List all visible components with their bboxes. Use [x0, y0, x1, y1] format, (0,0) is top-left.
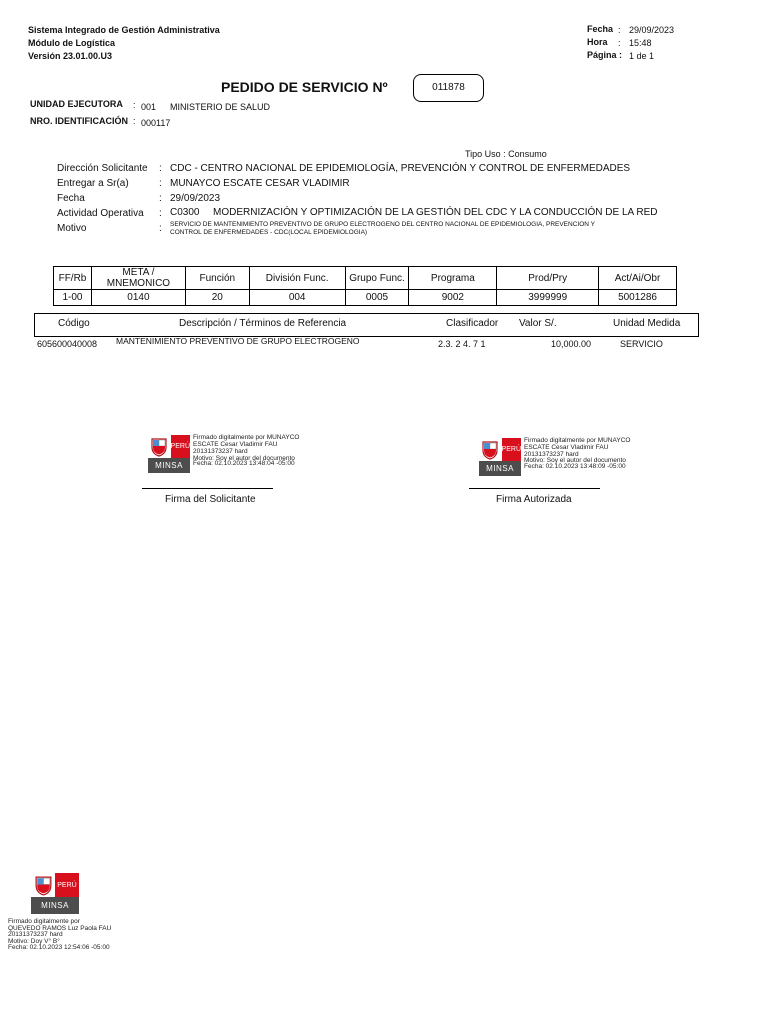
col-unidad-medida: Unidad Medida	[613, 318, 681, 329]
document-title: PEDIDO DE SERVICIO Nº	[221, 79, 388, 95]
item-descripcion: MANTENIMIENTO PREVENTIVO DE GRUPO ELECTROGENO	[116, 336, 360, 346]
signature-line-autorizada	[469, 488, 600, 489]
signature-autorizada-line-4: Motivo: Soy el autor del documento	[524, 457, 626, 464]
direccion-value: CDC - CENTRO NACIONAL DE EPIDEMIOLOGÍA, PREVENCIÓN Y CONTROL DE ENFERMEDADES	[170, 163, 631, 174]
budget-header-cell: META / MNEMONICO	[91, 267, 185, 290]
minsa-logo	[31, 873, 79, 914]
item-codigo: 605600040008	[37, 339, 98, 349]
signature-vobo-line-3: 20131373237 hard	[8, 931, 63, 938]
motivo-sep: :	[159, 223, 162, 234]
motivo-line-1: SERVICIO DE MANTENIMIENTO PREVENTIVO DE GRUPO ELECTROGENO DEL CENTRO NACIONAL DE EPIDEMIOLOGIA, PREVENCION Y	[170, 221, 595, 228]
budget-header-cell: Programa	[409, 267, 497, 290]
actividad-code: C0300	[170, 207, 200, 218]
signature-vobo-line-1: Firmado digitalmente por	[8, 918, 80, 925]
budget-header-row	[54, 267, 677, 290]
system-name: Sistema Integrado de Gestión Administrativa	[28, 25, 220, 35]
budget-header-cell: Grupo Func.	[345, 267, 409, 290]
signature-solicitante-line-2: ESCATE Cesar Vladimir FAU	[193, 441, 278, 448]
col-valor: Valor S/.	[519, 318, 557, 329]
budget-header-cell: FF/Rb	[54, 267, 92, 290]
fecha-sep: :	[618, 25, 621, 35]
budget-value-cell: 0005	[345, 290, 409, 306]
peru-badge: PERÚ	[55, 873, 79, 897]
fecha-detalle-label: Fecha	[57, 193, 85, 204]
unidad-sep: :	[133, 100, 136, 110]
budget-header-cell: Act/Ai/Obr	[599, 267, 677, 290]
tipo-uso: Tipo Uso : Consumo	[465, 149, 547, 159]
nro-sep: :	[133, 116, 136, 126]
col-codigo: Código	[58, 318, 90, 329]
actividad-sep: :	[159, 208, 162, 219]
module-name: Módulo de Logística	[28, 38, 115, 48]
entregar-sep: :	[159, 178, 162, 189]
budget-table	[53, 266, 677, 306]
peru-badge: PERÚ	[502, 438, 521, 461]
fecha-label: Fecha	[587, 24, 614, 34]
budget-value-row	[54, 290, 677, 306]
signature-autorizada-line-2: ESCATE Cesar Vladimir FAU	[524, 444, 609, 451]
coat-of-arms-icon	[479, 438, 502, 461]
col-descripcion: Descripción / Términos de Referencia	[179, 318, 347, 329]
hora-label: Hora	[587, 37, 608, 47]
motivo-label: Motivo	[57, 223, 87, 234]
signature-vobo-line-4: Motivo: Doy V° B°	[8, 938, 60, 945]
actividad-label: Actividad Operativa	[57, 208, 144, 219]
unidad-ejecutora-code: 001	[141, 102, 157, 112]
peru-badge: PERÚ	[171, 435, 190, 458]
signature-autorizada-line-3: 20131373237 hard	[524, 451, 579, 458]
hora-value: 15:48	[629, 38, 652, 48]
unidad-ejecutora-label: UNIDAD EJECUTORA	[30, 99, 123, 109]
pagina-value: 1 de 1	[629, 51, 655, 61]
coat-of-arms-icon	[31, 873, 55, 897]
minsa-logo	[479, 438, 521, 476]
minsa-label: MINSA	[148, 458, 190, 473]
direccion-sep: :	[159, 163, 162, 174]
fecha-detalle-sep: :	[159, 193, 162, 204]
hora-sep: :	[618, 38, 621, 48]
nro-identificacion-value: 000117	[141, 118, 171, 128]
fecha-detalle-value: 29/09/2023	[170, 193, 221, 204]
items-header	[34, 313, 699, 337]
signature-solicitante-line-1: Firmado digitalmente por MUNAYCO	[193, 434, 300, 441]
nro-identificacion-label: NRO. IDENTIFICACIÓN	[30, 116, 128, 126]
signature-autorizada-line-1: Firmado digitalmente por MUNAYCO	[524, 437, 631, 444]
unidad-ejecutora-name: MINISTERIO DE SALUD	[170, 102, 271, 112]
signature-solicitante-line-3: 20131373237 hard	[193, 448, 248, 455]
budget-header-cell: División Func.	[249, 267, 345, 290]
pagina-label: Página :	[587, 50, 623, 60]
motivo-line-2: CONTROL DE ENFERMEDADES - CDC(LOCAL EPIDEMIOLOGIA)	[170, 229, 368, 236]
item-unidad: SERVICIO	[620, 339, 663, 349]
budget-header-cell: Prod/Pry	[497, 267, 599, 290]
budget-value-cell: 1-00	[54, 290, 92, 306]
budget-value-cell: 5001286	[599, 290, 677, 306]
firma-autorizada-caption: Firma Autorizada	[496, 494, 572, 505]
entregar-value: MUNAYCO ESCATE CESAR VLADIMIR	[170, 178, 350, 189]
col-clasificador: Clasificador	[446, 318, 499, 329]
budget-value-cell: 3999999	[497, 290, 599, 306]
minsa-label: MINSA	[31, 897, 79, 914]
signature-solicitante-line-5: Fecha: 02.10.2023 13:48:04 -05:00	[193, 460, 295, 467]
budget-value-cell: 20	[185, 290, 249, 306]
item-valor: 10,000.00	[551, 339, 592, 349]
firma-solicitante-caption: Firma del Solicitante	[165, 494, 256, 505]
budget-value-cell: 004	[249, 290, 345, 306]
actividad-value: MODERNIZACIÓN Y OPTIMIZACIÓN DE LA GESTIÓN DEL CDC Y LA CONDUCCIÓN DE LA RED	[213, 207, 658, 218]
signature-vobo-line-2: QUEVEDO RAMOS Luz Paola FAU	[8, 925, 112, 932]
budget-value-cell: 9002	[409, 290, 497, 306]
direccion-label: Dirección Solicitante	[57, 163, 148, 174]
minsa-label: MINSA	[479, 461, 521, 476]
fecha-value: 29/09/2023	[629, 25, 675, 35]
signature-vobo-line-5: Fecha: 02.10.2023 12:54:06 -05:00	[8, 944, 110, 951]
system-version: Versión 23.01.00.U3	[28, 51, 113, 61]
budget-value-cell: 0140	[91, 290, 185, 306]
item-clasificador: 2.3. 2 4. 7 1	[438, 339, 486, 349]
coat-of-arms-icon	[148, 435, 171, 458]
signature-autorizada-line-5: Fecha: 02.10.2023 13:48:09 -05:00	[524, 463, 626, 470]
entregar-label: Entregar a Sr(a)	[57, 178, 129, 189]
signature-solicitante-line-4: Motivo: Soy el autor del documento	[193, 455, 295, 462]
minsa-logo	[148, 435, 190, 473]
signature-line-solicitante	[142, 488, 273, 489]
budget-header-cell: Función	[185, 267, 249, 290]
order-number: 011878	[413, 74, 484, 102]
